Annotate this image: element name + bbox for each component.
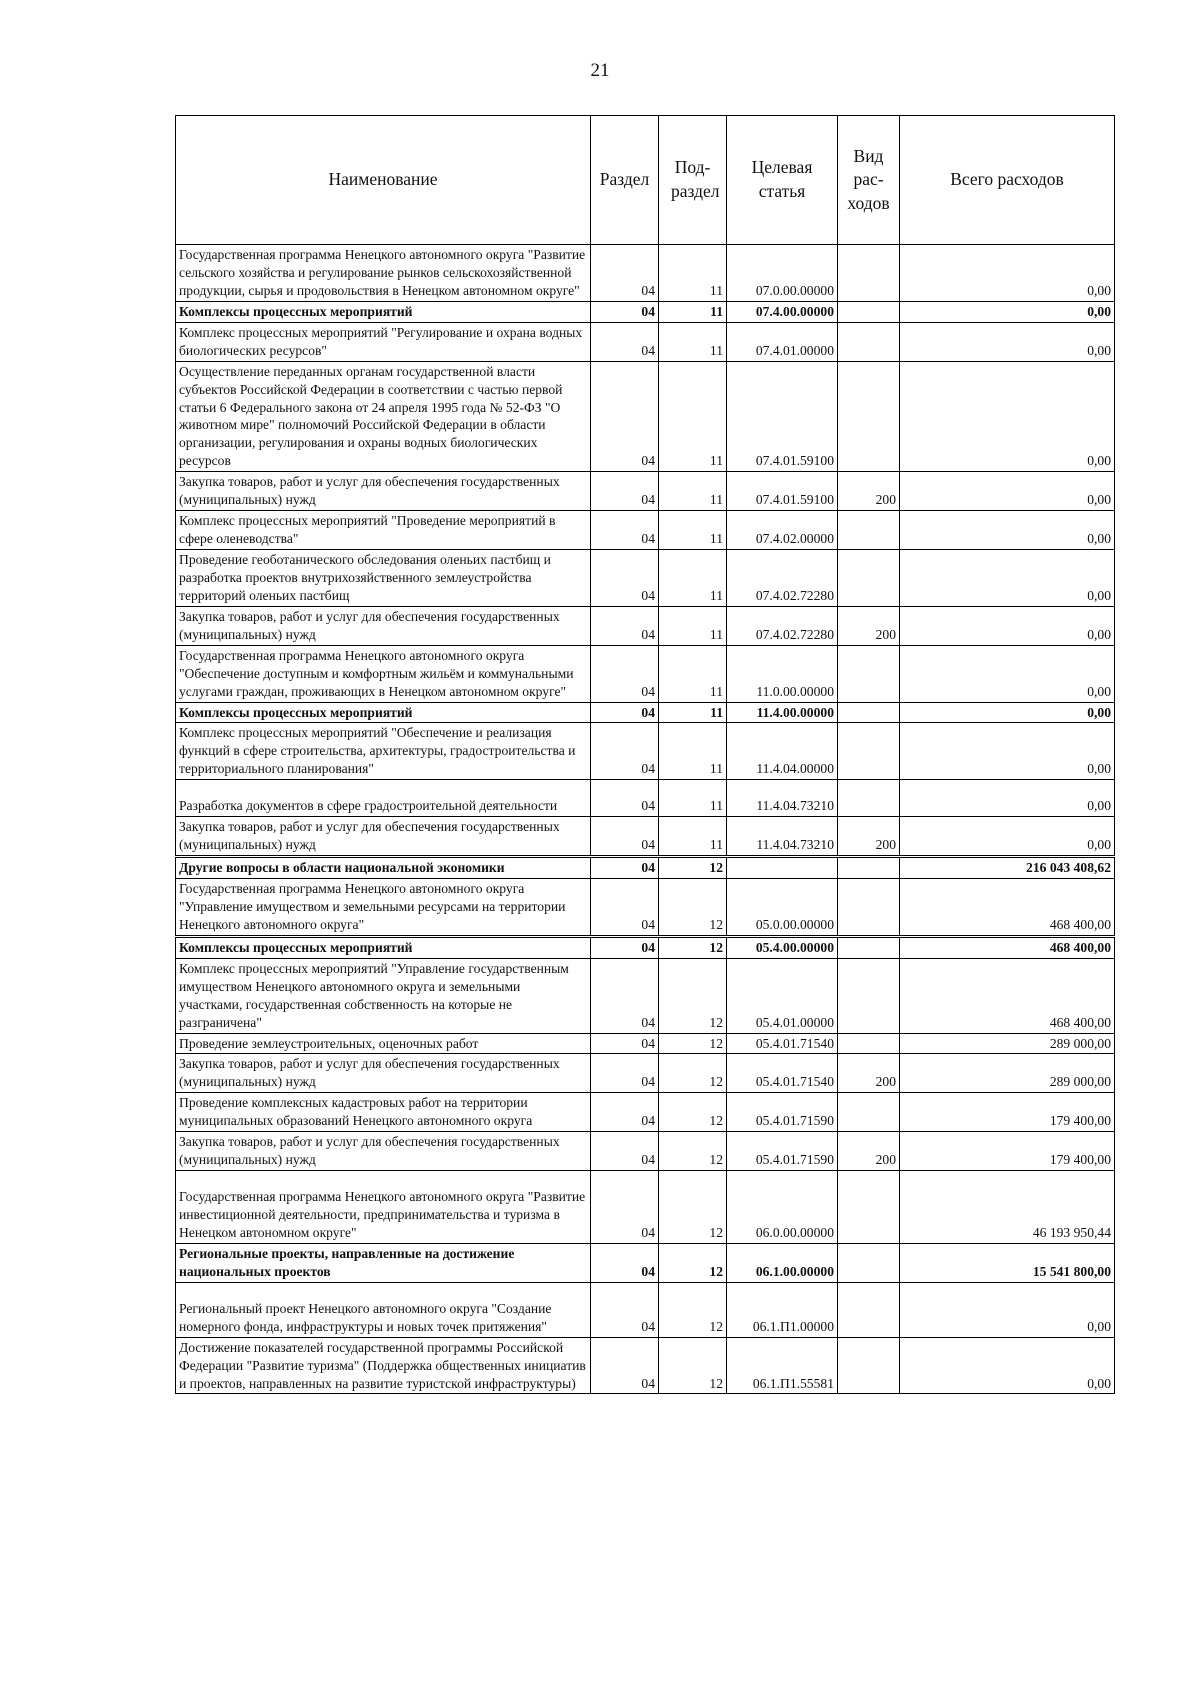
row-target: 11.0.00.00000 [727, 645, 838, 702]
row-type [838, 550, 900, 607]
row-total: 0,00 [900, 322, 1115, 361]
table-row [176, 1033, 1115, 1054]
row-type [838, 936, 900, 958]
row-section: 04 [591, 857, 659, 879]
row-section: 04 [591, 245, 659, 302]
row-total: 0,00 [900, 723, 1115, 780]
row-type [838, 958, 900, 1033]
row-type: 200 [838, 1054, 900, 1093]
header-total: Всего расходов [900, 116, 1115, 245]
row-type [838, 1033, 900, 1054]
row-target: 11.4.04.73210 [727, 817, 838, 857]
row-section: 04 [591, 958, 659, 1033]
row-target: 05.4.00.00000 [727, 936, 838, 958]
row-target: 07.4.01.59100 [727, 361, 838, 472]
row-name: Закупка товаров, работ и услуг для обеспечения государственных (муниципальных) нужд [176, 472, 591, 511]
table-row [176, 301, 1115, 322]
row-total: 0,00 [900, 1337, 1115, 1394]
row-total: 0,00 [900, 1282, 1115, 1337]
row-target: 07.4.02.72280 [727, 550, 838, 607]
row-type [838, 245, 900, 302]
row-target: 05.4.01.71540 [727, 1033, 838, 1054]
row-name: Закупка товаров, работ и услуг для обеспечения государственных (муниципальных) нужд [176, 1054, 591, 1093]
row-subsection: 11 [659, 301, 727, 322]
row-name: Достижение показателей государственной программы Российской Федерации "Развитие туризма" (Поддержка общественных инициатив и проектов, направленных на развитие туристской инфраструктуры) [176, 1337, 591, 1394]
table-row [176, 958, 1115, 1033]
table-row [176, 606, 1115, 645]
row-target: 07.0.00.00000 [727, 245, 838, 302]
row-total: 15 541 800,00 [900, 1243, 1115, 1282]
row-subsection: 12 [659, 1282, 727, 1337]
row-section: 04 [591, 1337, 659, 1394]
budget-table [175, 115, 1115, 1394]
table-row [176, 936, 1115, 958]
row-subsection: 11 [659, 245, 727, 302]
row-section: 04 [591, 301, 659, 322]
row-total: 0,00 [900, 817, 1115, 857]
row-type [838, 1282, 900, 1337]
row-total: 0,00 [900, 511, 1115, 550]
row-section: 04 [591, 723, 659, 780]
row-target: 11.4.04.00000 [727, 723, 838, 780]
row-total: 0,00 [900, 472, 1115, 511]
row-total: 216 043 408,62 [900, 857, 1115, 879]
table-row [176, 1282, 1115, 1337]
row-subsection: 11 [659, 361, 727, 472]
row-name: Разработка документов в сфере градостроительной деятельности [176, 780, 591, 817]
row-target: 06.1.00.00000 [727, 1243, 838, 1282]
row-section: 04 [591, 322, 659, 361]
row-section: 04 [591, 645, 659, 702]
row-type [838, 511, 900, 550]
table-row [176, 702, 1115, 723]
row-type [838, 723, 900, 780]
row-target: 06.1.П1.55581 [727, 1337, 838, 1394]
row-type [838, 361, 900, 472]
row-name: Государственная программа Ненецкого автономного округа "Развитие сельского хозяйства и регулирование рынков сельскохозяйственной продукции, сырья и продовольствия в Ненецком автономном округе" [176, 245, 591, 302]
row-subsection: 12 [659, 1093, 727, 1132]
table-row [176, 550, 1115, 607]
row-subsection: 12 [659, 958, 727, 1033]
row-target: 06.1.П1.00000 [727, 1282, 838, 1337]
row-section: 04 [591, 879, 659, 937]
row-section: 04 [591, 511, 659, 550]
table-row [176, 1171, 1115, 1244]
header-target: Целевая статья [727, 116, 838, 245]
row-target: 07.4.01.00000 [727, 322, 838, 361]
row-target: 11.4.00.00000 [727, 702, 838, 723]
row-type [838, 645, 900, 702]
row-name: Комплекс процессных мероприятий "Обеспечение и реализация функций в сфере строительства, архитектуры, градостроительства и территориального планирования" [176, 723, 591, 780]
row-section: 04 [591, 1171, 659, 1244]
row-section: 04 [591, 472, 659, 511]
row-subsection: 12 [659, 1337, 727, 1394]
table-row [176, 1243, 1115, 1282]
row-type: 200 [838, 606, 900, 645]
table-row [176, 723, 1115, 780]
table-row [176, 1093, 1115, 1132]
row-name: Государственная программа Ненецкого автономного округа "Развитие инвестиционной деятельности, предпринимательства и туризма в Ненецком автономном округе" [176, 1171, 591, 1244]
table-row [176, 857, 1115, 879]
row-name: Региональные проекты, направленные на достижение национальных проектов [176, 1243, 591, 1282]
row-type [838, 322, 900, 361]
row-total: 0,00 [900, 301, 1115, 322]
row-section: 04 [591, 1282, 659, 1337]
row-name: Закупка товаров, работ и услуг для обеспечения государственных (муниципальных) нужд [176, 1132, 591, 1171]
row-name: Закупка товаров, работ и услуг для обеспечения государственных (муниципальных) нужд [176, 606, 591, 645]
row-target: 07.4.00.00000 [727, 301, 838, 322]
row-name: Комплексы процессных мероприятий [176, 702, 591, 723]
row-target: 05.4.01.00000 [727, 958, 838, 1033]
row-section: 04 [591, 1243, 659, 1282]
row-total: 0,00 [900, 361, 1115, 472]
row-subsection: 11 [659, 723, 727, 780]
row-subsection: 12 [659, 1054, 727, 1093]
row-subsection: 11 [659, 702, 727, 723]
row-total: 0,00 [900, 606, 1115, 645]
row-section: 04 [591, 550, 659, 607]
row-total: 289 000,00 [900, 1033, 1115, 1054]
table-row [176, 361, 1115, 472]
row-type [838, 1243, 900, 1282]
row-type: 200 [838, 1132, 900, 1171]
row-subsection: 12 [659, 1033, 727, 1054]
row-target: 05.4.01.71590 [727, 1132, 838, 1171]
row-target: 07.4.02.00000 [727, 511, 838, 550]
row-subsection: 12 [659, 936, 727, 958]
table-row [176, 511, 1115, 550]
row-total: 0,00 [900, 645, 1115, 702]
row-target: 07.4.02.72280 [727, 606, 838, 645]
row-type [838, 702, 900, 723]
row-name: Государственная программа Ненецкого автономного округа "Обеспечение доступным и комфортным жильём и коммунальными услугами граждан, проживающих в Ненецком автономном округе" [176, 645, 591, 702]
table-row [176, 1054, 1115, 1093]
row-total: 0,00 [900, 780, 1115, 817]
table-row [176, 322, 1115, 361]
row-section: 04 [591, 606, 659, 645]
row-name: Комплекс процессных мероприятий "Регулирование и охрана водных биологических ресурсов" [176, 322, 591, 361]
row-total: 179 400,00 [900, 1093, 1115, 1132]
table-row [176, 817, 1115, 857]
row-name: Региональный проект Ненецкого автономного округа "Создание номерного фонда, инфраструктуры и новых точек притяжения" [176, 1282, 591, 1337]
table-row [176, 1132, 1115, 1171]
row-type [838, 879, 900, 937]
row-target [727, 857, 838, 879]
header-name: Наименование [176, 116, 591, 245]
row-type [838, 780, 900, 817]
header-type: Вид рас-ходов [838, 116, 900, 245]
row-type: 200 [838, 472, 900, 511]
row-name: Закупка товаров, работ и услуг для обеспечения государственных (муниципальных) нужд [176, 817, 591, 857]
row-subsection: 11 [659, 817, 727, 857]
page-number: 21 [590, 60, 610, 81]
row-target: 07.4.01.59100 [727, 472, 838, 511]
row-name: Комплекс процессных мероприятий "Управление государственным имуществом Ненецкого автономного округа и земельными участками, государственная собственность на которые не разграничена" [176, 958, 591, 1033]
row-target: 06.0.00.00000 [727, 1171, 838, 1244]
row-subsection: 12 [659, 857, 727, 879]
table-row [176, 645, 1115, 702]
row-name: Другие вопросы в области национальной экономики [176, 857, 591, 879]
row-subsection: 12 [659, 1132, 727, 1171]
row-type [838, 1093, 900, 1132]
row-name: Комплекс процессных мероприятий "Проведение мероприятий в сфере оленеводства" [176, 511, 591, 550]
row-name: Проведение комплексных кадастровых работ на территории муниципальных образований Ненецкого автономного округа [176, 1093, 591, 1132]
row-total: 289 000,00 [900, 1054, 1115, 1093]
row-type: 200 [838, 817, 900, 857]
table-row [176, 472, 1115, 511]
row-name: Осуществление переданных органам государственной власти субъектов Российской Федерации в соответствии с частью первой статьи 6 Федерального закона от 24 апреля 1995 года № 52-ФЗ "О животном мире" полномочий Российской Федерации в области организации, регулирования и охраны водных биологических ресурсов [176, 361, 591, 472]
row-total: 0,00 [900, 550, 1115, 607]
row-subsection: 11 [659, 780, 727, 817]
row-target: 05.4.01.71540 [727, 1054, 838, 1093]
row-type [838, 301, 900, 322]
table-row [176, 780, 1115, 817]
row-subsection: 11 [659, 550, 727, 607]
table-row [176, 1337, 1115, 1394]
header-subsection: Под-раздел [659, 116, 727, 245]
row-subsection: 11 [659, 606, 727, 645]
row-total: 179 400,00 [900, 1132, 1115, 1171]
table-row [176, 245, 1115, 302]
row-type [838, 1337, 900, 1394]
row-subsection: 12 [659, 1171, 727, 1244]
header-section: Раздел [591, 116, 659, 245]
row-subsection: 12 [659, 879, 727, 937]
row-total: 46 193 950,44 [900, 1171, 1115, 1244]
row-subsection: 11 [659, 472, 727, 511]
row-section: 04 [591, 1054, 659, 1093]
row-section: 04 [591, 780, 659, 817]
row-section: 04 [591, 936, 659, 958]
row-name: Комплексы процессных мероприятий [176, 301, 591, 322]
row-target: 05.4.01.71590 [727, 1093, 838, 1132]
row-section: 04 [591, 702, 659, 723]
row-subsection: 12 [659, 1243, 727, 1282]
table-header-row [176, 116, 1115, 245]
row-total: 468 400,00 [900, 936, 1115, 958]
row-section: 04 [591, 1132, 659, 1171]
row-name: Комплексы процессных мероприятий [176, 936, 591, 958]
row-subsection: 11 [659, 511, 727, 550]
row-total: 468 400,00 [900, 879, 1115, 937]
row-total: 0,00 [900, 702, 1115, 723]
row-name: Государственная программа Ненецкого автономного округа "Управление имуществом и земельными ресурсами на территории Ненецкого автономного округа" [176, 879, 591, 937]
row-target: 11.4.04.73210 [727, 780, 838, 817]
row-type [838, 1171, 900, 1244]
row-section: 04 [591, 1093, 659, 1132]
row-type [838, 857, 900, 879]
row-subsection: 11 [659, 645, 727, 702]
row-target: 05.0.00.00000 [727, 879, 838, 937]
row-total: 0,00 [900, 245, 1115, 302]
row-subsection: 11 [659, 322, 727, 361]
table-row [176, 879, 1115, 937]
row-section: 04 [591, 361, 659, 472]
row-name: Проведение землеустроительных, оценочных работ [176, 1033, 591, 1054]
row-name: Проведение геоботанического обследования оленьих пастбищ и разработка проектов внутрихозяйственного землеустройства территорий оленьих пастбищ [176, 550, 591, 607]
row-section: 04 [591, 1033, 659, 1054]
row-section: 04 [591, 817, 659, 857]
row-total: 468 400,00 [900, 958, 1115, 1033]
